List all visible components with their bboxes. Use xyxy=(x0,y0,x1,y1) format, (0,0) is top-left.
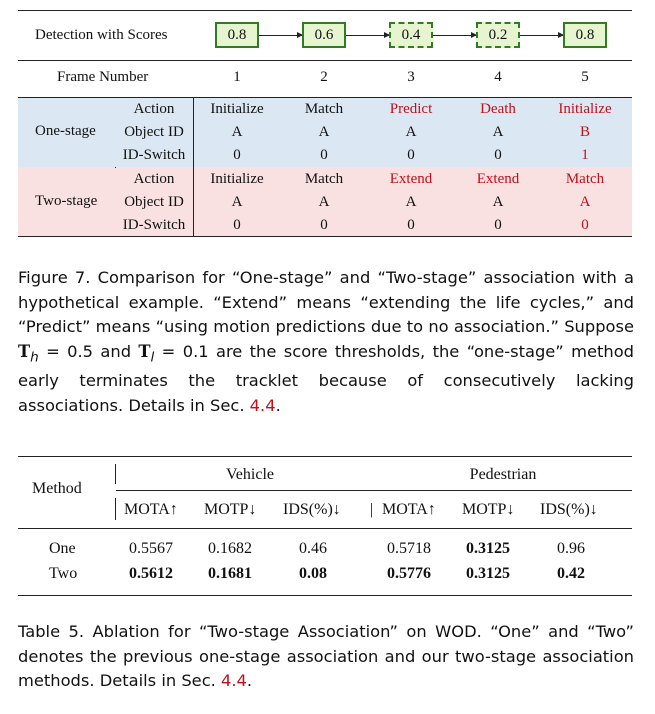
column-separator: | xyxy=(370,501,374,518)
value-cell: 0.3125 xyxy=(466,540,510,557)
arrow-icon xyxy=(259,35,302,36)
value-cell: 0.42 xyxy=(557,565,585,582)
row-label-id-switch: ID-Switch xyxy=(122,147,186,163)
table-5 xyxy=(18,456,632,596)
figure-7-caption: Figure 7. Comparison for “One-stage” and “Two-stage” association with a hypothetical example. “Extend” means “extending the life cycles,” and “Predict” means “using motion predictions due to no association.” Suppose $T_h = 0.5$ and $T_l = 0.1$ are the score thresholds, the “one-stage” method early terminates the tracklet because of consecutively lacking associations. Details in Sec. 4.4. xyxy=(18,268,634,415)
one-stage-id-switch: 0 xyxy=(233,147,241,163)
value-cell: 0.5567 xyxy=(129,540,173,557)
one-stage-object-id: A xyxy=(318,124,330,140)
rule xyxy=(18,60,632,61)
method-cell: One xyxy=(49,540,76,557)
score-box-dashed: 0.2 xyxy=(476,22,520,48)
column-divider xyxy=(115,464,116,484)
method-header: Method xyxy=(32,480,82,497)
top-rule xyxy=(18,10,632,11)
group-rule xyxy=(116,490,632,491)
one-stage-id-switch: 0 xyxy=(320,147,328,163)
row-label-object-id: Object ID xyxy=(124,194,184,210)
value-cell: 0.08 xyxy=(299,565,327,582)
one-stage-action: Initialize xyxy=(558,101,612,117)
two-stage-action: Extend xyxy=(389,171,433,187)
value-cell: 0.1682 xyxy=(208,540,252,557)
score-box-dashed: 0.4 xyxy=(389,22,433,48)
one-stage-action: Initialize xyxy=(210,101,264,117)
frame-label: Frame Number xyxy=(57,69,149,85)
one-stage-id-switch: 0 xyxy=(407,147,415,163)
one-stage-object-id: B xyxy=(579,124,591,140)
row-label-object-id: Object ID xyxy=(124,124,184,140)
metric-header: MOTP↓ xyxy=(462,501,515,518)
two-stage-label: Two-stage xyxy=(35,193,98,209)
two-stage-object-id: A xyxy=(405,194,417,210)
detection-label: Detection with Scores xyxy=(35,27,168,43)
value-cell: 0.46 xyxy=(299,540,327,557)
metric-header: MOTA↑ xyxy=(382,501,436,518)
row-label-action: Action xyxy=(133,101,175,117)
metric-header: MOTP↓ xyxy=(204,501,257,518)
two-stage-action: Initialize xyxy=(210,171,264,187)
value-cell: 0.3125 xyxy=(466,565,510,582)
arrow-icon xyxy=(433,35,476,36)
two-stage-id-switch: 0 xyxy=(581,217,589,233)
frame-number: 1 xyxy=(233,69,241,85)
one-stage-action: Predict xyxy=(389,101,433,117)
metric-header: IDS(%)↓ xyxy=(540,501,598,518)
vehicle-header: Vehicle xyxy=(226,466,274,483)
top-rule xyxy=(18,456,632,457)
row-label-id-switch: ID-Switch xyxy=(122,217,186,233)
value-cell: 0.5612 xyxy=(129,565,173,582)
frame-number: 2 xyxy=(320,69,328,85)
metric-header: IDS(%)↓ xyxy=(283,501,341,518)
two-stage-action: Extend xyxy=(476,171,520,187)
section-link[interactable]: 4.4 xyxy=(221,671,247,690)
value-cell: 0.96 xyxy=(557,540,585,557)
one-stage-action: Death xyxy=(480,101,516,117)
score-box: 0.6 xyxy=(302,22,346,48)
arrow-icon xyxy=(520,35,563,36)
section-link[interactable]: 4.4 xyxy=(249,395,276,415)
frame-number: 5 xyxy=(581,69,589,85)
frame-number: 3 xyxy=(407,69,415,85)
one-stage-object-id: A xyxy=(231,124,243,140)
frame-number: 4 xyxy=(494,69,502,85)
score-box: 0.8 xyxy=(215,22,259,48)
pedestrian-header: Pedestrian xyxy=(469,466,537,483)
two-stage-id-switch: 0 xyxy=(407,217,415,233)
value-cell: 0.1681 xyxy=(208,565,252,582)
two-stage-object-id: A xyxy=(231,194,243,210)
value-cell: 0.5776 xyxy=(387,565,431,582)
two-stage-object-id: A xyxy=(318,194,330,210)
rule xyxy=(18,97,632,98)
score-box: 0.8 xyxy=(563,22,607,48)
mid-rule xyxy=(18,528,632,529)
row-label-action: Action xyxy=(133,171,175,187)
one-stage-label: One-stage xyxy=(35,123,96,139)
figure-7-table xyxy=(18,10,632,237)
method-cell: Two xyxy=(49,565,78,582)
bottom-rule xyxy=(18,595,632,596)
one-stage-action: Match xyxy=(304,101,344,117)
one-stage-id-switch: 1 xyxy=(581,147,589,163)
two-stage-id-switch: 0 xyxy=(320,217,328,233)
value-cell: 0.5718 xyxy=(387,540,431,557)
two-stage-object-id: A xyxy=(492,194,504,210)
two-stage-object-id: A xyxy=(579,194,591,210)
table-5-caption: Table 5. Ablation for “Two-stage Association” on WOD. “One” and “Two” denotes the previous one-stage association and our two-stage association methods. Details in Sec. 4.4. xyxy=(18,622,634,690)
one-stage-id-switch: 0 xyxy=(494,147,502,163)
two-stage-action: Match xyxy=(304,171,344,187)
one-stage-object-id: A xyxy=(492,124,504,140)
column-divider xyxy=(115,498,116,520)
arrow-icon xyxy=(346,35,389,36)
two-stage-id-switch: 0 xyxy=(494,217,502,233)
column-divider xyxy=(193,97,194,236)
two-stage-action: Match xyxy=(565,171,605,187)
two-stage-id-switch: 0 xyxy=(233,217,241,233)
metric-header: MOTA↑ xyxy=(124,501,178,518)
one-stage-object-id: A xyxy=(405,124,417,140)
bottom-rule xyxy=(18,236,632,237)
